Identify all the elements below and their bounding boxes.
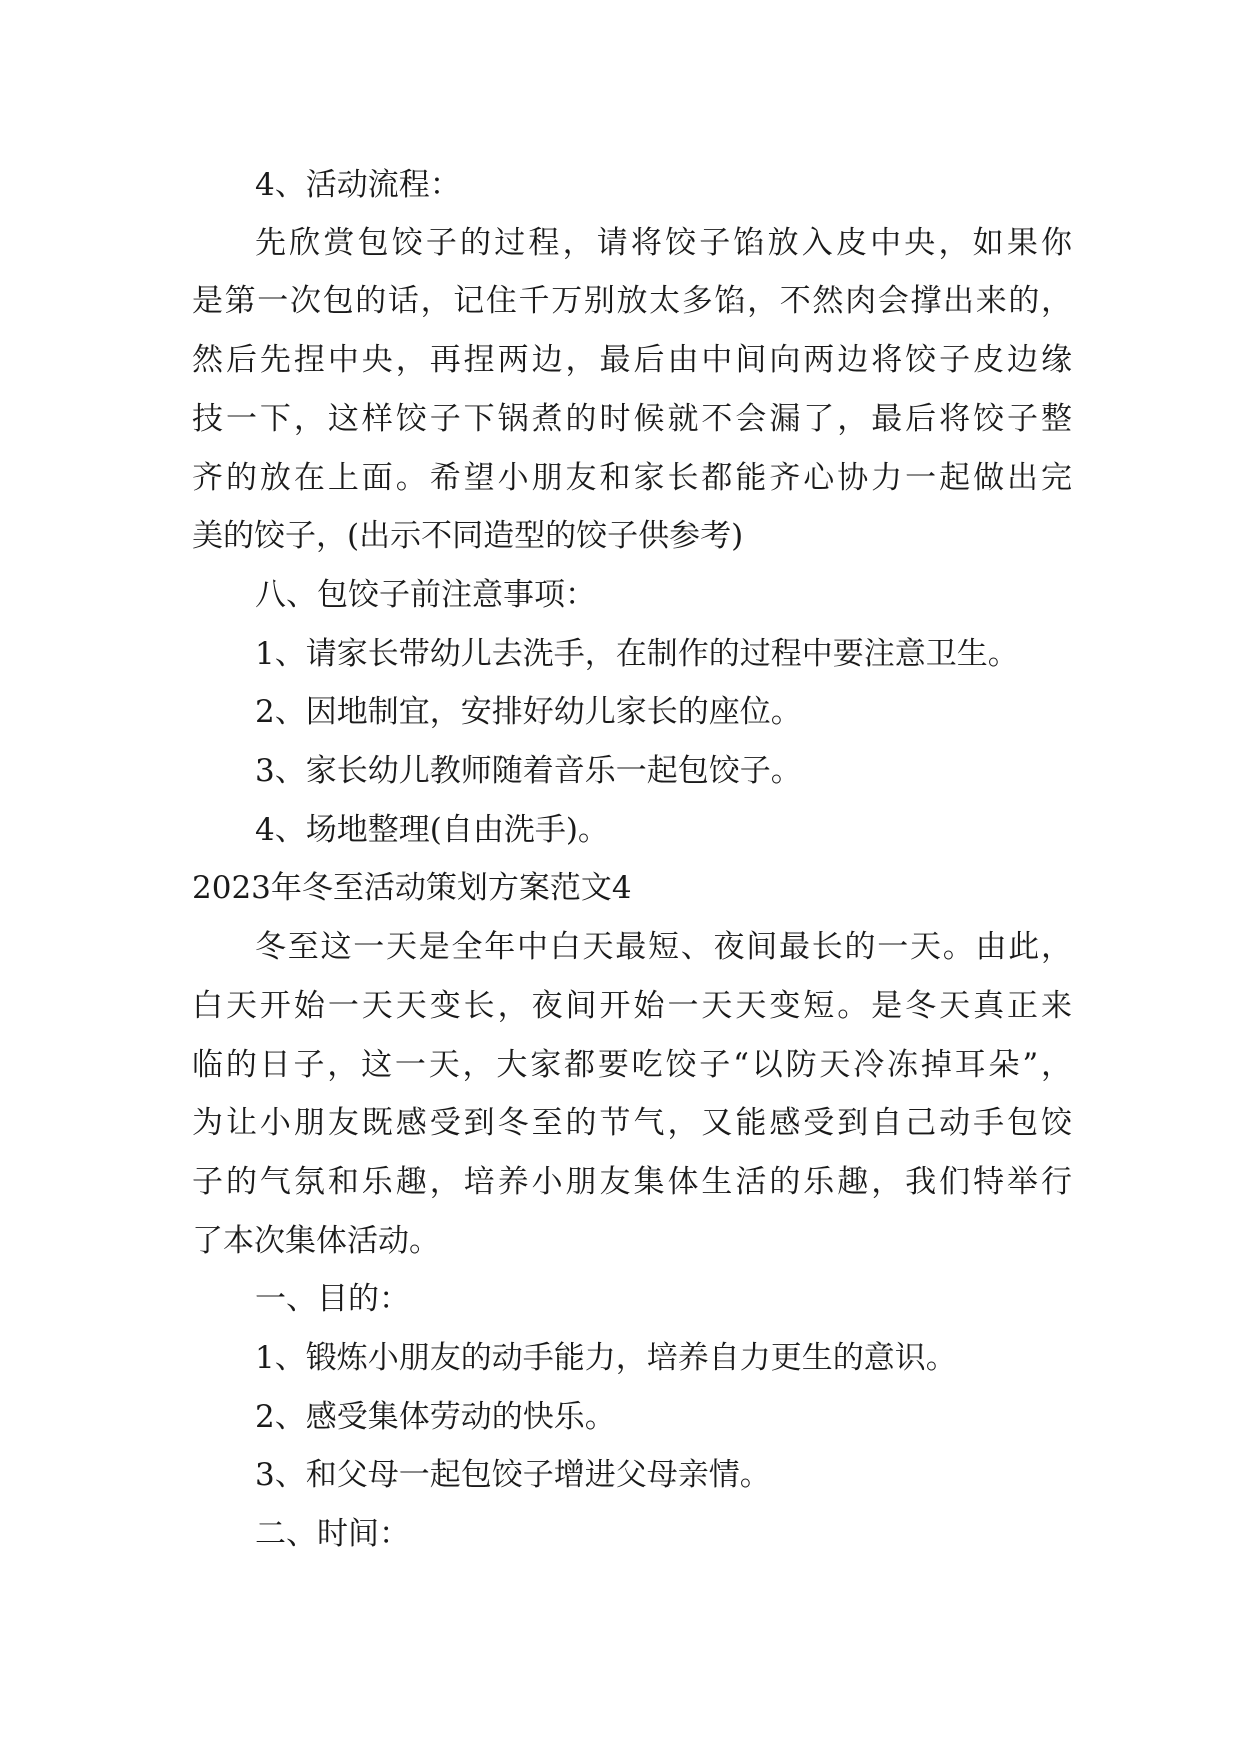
list-item: 3、家长幼儿教师随着音乐一起包饺子。	[255, 753, 802, 789]
section-heading: 八、包饺子前注意事项：	[255, 577, 596, 613]
list-item: 2、感受集体劳动的快乐。	[255, 1399, 616, 1435]
paragraph-line: 了本次集体活动。	[192, 1223, 440, 1259]
article-title: 2023年冬至活动策划方案范文4	[192, 870, 632, 906]
paragraph-line: 子的气氛和乐趣，培养小朋友集体生活的乐趣，我们特举行	[192, 1164, 1072, 1200]
list-item: 4、场地整理(自由洗手)。	[255, 812, 609, 848]
list-item: 1、请家长带幼儿去洗手，在制作的过程中要注意卫生。	[255, 636, 1019, 672]
text-line: 4、活动流程：	[255, 167, 461, 203]
paragraph-line: 技一下，这样饺子下锅煮的时候就不会漏了，最后将饺子整	[192, 401, 1072, 437]
section-heading: 一、目的：	[255, 1281, 410, 1317]
list-item: 1、锻炼小朋友的动手能力，培养自力更生的意识。	[255, 1340, 957, 1376]
paragraph-line: 临的日子，这一天，大家都要吃饺子“以防天冷冻掉耳朵”，	[192, 1047, 1072, 1083]
paragraph-line: 是第一次包的话，记住千万别放太多馅，不然肉会撑出来的，	[192, 283, 1072, 319]
paragraph-line: 冬至这一天是全年中白天最短、夜间最长的一天。由此，	[255, 929, 1072, 965]
list-item: 2、因地制宜，安排好幼儿家长的座位。	[255, 694, 802, 730]
paragraph-line: 先欣赏包饺子的过程，请将饺子馅放入皮中央，如果你	[255, 225, 1072, 261]
paragraph-line: 齐的放在上面。希望小朋友和家长都能齐心协力一起做出完	[192, 460, 1072, 496]
paragraph-line: 为让小朋友既感受到冬至的节气，又能感受到自己动手包饺	[192, 1105, 1072, 1141]
paragraph-line: 然后先捏中央，再捏两边，最后由中间向两边将饺子皮边缘	[192, 342, 1072, 378]
paragraph-line: 白天开始一天天变长，夜间开始一天天变短。是冬天真正来	[192, 988, 1072, 1024]
list-item: 3、和父母一起包饺子增进父母亲情。	[255, 1457, 771, 1493]
paragraph-line: 美的饺子，(出示不同造型的饺子供参考)	[192, 518, 744, 554]
section-heading: 二、时间：	[255, 1516, 410, 1552]
